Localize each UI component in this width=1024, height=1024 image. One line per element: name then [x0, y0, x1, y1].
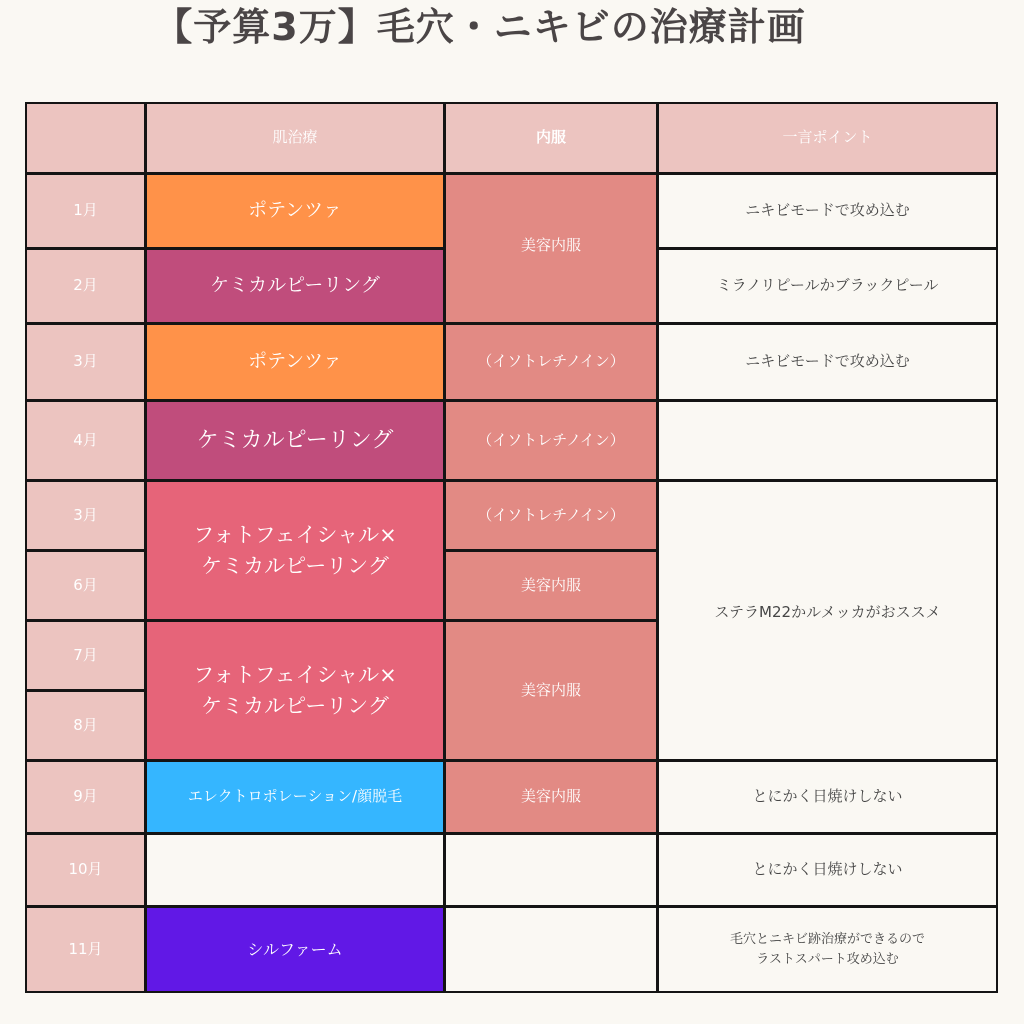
- oral-isotretinoin: （イソトレチノイン）: [446, 482, 656, 549]
- tip-text: ミラノリピールかブラックピール: [659, 250, 996, 322]
- header-tip: 一言ポイント: [659, 104, 996, 172]
- treatment-line: ケミカルピーリング: [201, 693, 389, 718]
- month-label: 6月: [27, 552, 144, 619]
- treatment-potenza: ポテンツァ: [147, 325, 443, 399]
- tip-text: とにかく日焼けしない: [659, 835, 996, 905]
- month-label: 1月: [27, 175, 144, 247]
- month-label: 9月: [27, 762, 144, 832]
- header-blank: [27, 104, 144, 172]
- treatment-silfirm: シルファーム: [147, 908, 443, 991]
- header-oral: 内服: [446, 104, 656, 172]
- treatment-line: ケミカルピーリング: [201, 553, 389, 578]
- treatment-empty: [147, 835, 443, 905]
- treatment-chemical-peeling: ケミカルピーリング: [147, 402, 443, 479]
- month-label: 4月: [27, 402, 144, 479]
- tip-text: ニキビモードで攻め込む: [659, 325, 996, 399]
- oral-beauty-medicine: 美容内服: [446, 762, 656, 832]
- tip-line: 毛穴とニキビ跡治療ができるので: [729, 932, 925, 947]
- header-skin-treatment: 肌治療: [147, 104, 443, 172]
- treatment-chemical-peeling: ケミカルピーリング: [147, 250, 443, 322]
- page-title: 【予算3万】毛穴・ニキビの治療計画: [154, 5, 806, 49]
- tip-text: ステラM22かルメッカがおススメ: [659, 482, 996, 759]
- oral-isotretinoin: （イソトレチノイン）: [446, 402, 656, 479]
- oral-beauty-medicine: 美容内服: [446, 552, 656, 619]
- oral-beauty-medicine: 美容内服: [446, 175, 656, 322]
- oral-empty: [446, 908, 656, 991]
- month-label: 11月: [27, 908, 144, 991]
- oral-isotretinoin: （イソトレチノイン）: [446, 325, 656, 399]
- treatment-line: フォトフェイシャル×: [193, 523, 397, 548]
- month-label: 3月: [27, 325, 144, 399]
- tip-text: [659, 908, 996, 991]
- month-label: 10月: [27, 835, 144, 905]
- month-label: 7月: [27, 622, 144, 689]
- treatment-line: フォトフェイシャル×: [193, 663, 397, 688]
- month-label: 2月: [27, 250, 144, 322]
- tip-line: ラストスパート攻め込む: [756, 951, 899, 967]
- oral-empty: [446, 835, 656, 905]
- oral-beauty-medicine: 美容内服: [446, 622, 656, 759]
- tip-empty: [659, 402, 996, 479]
- tip-text: ニキビモードで攻め込む: [659, 175, 996, 247]
- treatment-table: [25, 102, 998, 993]
- month-label: 3月: [27, 482, 144, 549]
- tip-text: とにかく日焼けしない: [659, 762, 996, 832]
- treatment-potenza: ポテンツァ: [147, 175, 443, 247]
- treatment-photofacial-chemical: [147, 622, 443, 759]
- month-label: 8月: [27, 692, 144, 759]
- treatment-photofacial-chemical: [147, 482, 443, 619]
- treatment-electroporation: エレクトロポレーション/顔脱毛: [147, 762, 443, 832]
